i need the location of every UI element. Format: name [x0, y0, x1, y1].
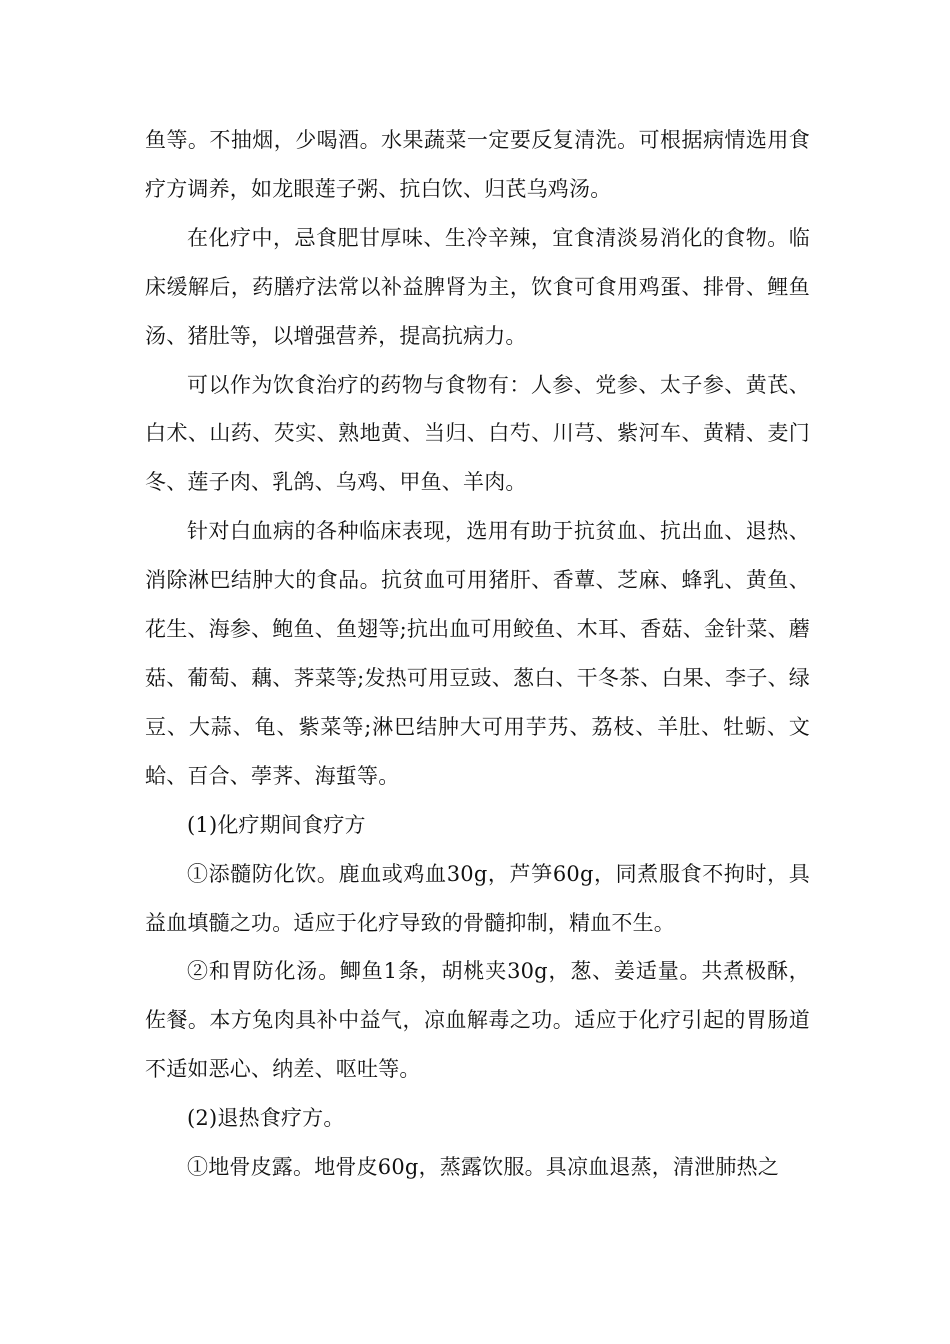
- paragraph-6: ②和胃防化汤。鲫鱼1条，胡桃夹30g，葱、姜适量。共煮极酥，佐餐。本方兔肉具补中益气，凉血解毒之功。适应于化疗引起的胃肠道不适如恶心、纳差、呕吐等。: [145, 959, 810, 1082]
- paragraph-2: 在化疗中，忌食肥甘厚味、生冷辛辣，宜食清淡易消化的食物。临床缓解后，药膳疗法常以补益脾肾为主，饮食可食用鸡蛋、排骨、鲤鱼汤、猪肚等，以增强营养，提高抗病力。: [145, 225, 810, 348]
- paragraph-5: ①添髓防化饮。鹿血或鸡血30g，芦笋60g，同煮服食不拘时，具益血填髓之功。适应于化疗导致的骨髓抑制，精血不生。: [145, 861, 810, 935]
- paragraph-3: 可以作为饮食治疗的药物与食物有：人参、党参、太子参、黄芪、白术、山药、芡实、熟地黄、当归、白芍、川芎、紫河车、黄精、麦门冬、莲子肉、乳鸽、乌鸡、甲鱼、羊肉。: [145, 372, 810, 495]
- paragraph-4: 针对白血病的各种临床表现，选用有助于抗贫血、抗出血、退热、消除淋巴结肿大的食品。抗贫血可用猪肝、香蕈、芝麻、蜂乳、黄鱼、花生、海参、鲍鱼、鱼翅等;抗出血可用鲛鱼、木耳、香菇、金针菜、蘑菇、葡萄、藕、荠菜等;发热可用豆豉、葱白、干冬茶、白果、李子、绿豆、大蒜、龟、紫菜等;淋巴结肿大可用芋艿、荔枝、羊肚、牡蛎、文蛤、百合、荸荠、海蜇等。: [145, 519, 810, 788]
- section-heading-1: (1)化疗期间食疗方: [187, 812, 366, 837]
- paragraph-7: ①地骨皮露。地骨皮60g，蒸露饮服。具凉血退蒸，清泄肺热之: [187, 1155, 779, 1180]
- body-text: [145, 116, 810, 1192]
- paragraph-1: 鱼等。不抽烟，少喝酒。水果蔬菜一定要反复清洗。可根据病情选用食疗方调养，如龙眼莲子粥、抗白饮、归芪乌鸡汤。: [145, 128, 810, 201]
- section-heading-2: (2)退热食疗方。: [187, 1106, 345, 1131]
